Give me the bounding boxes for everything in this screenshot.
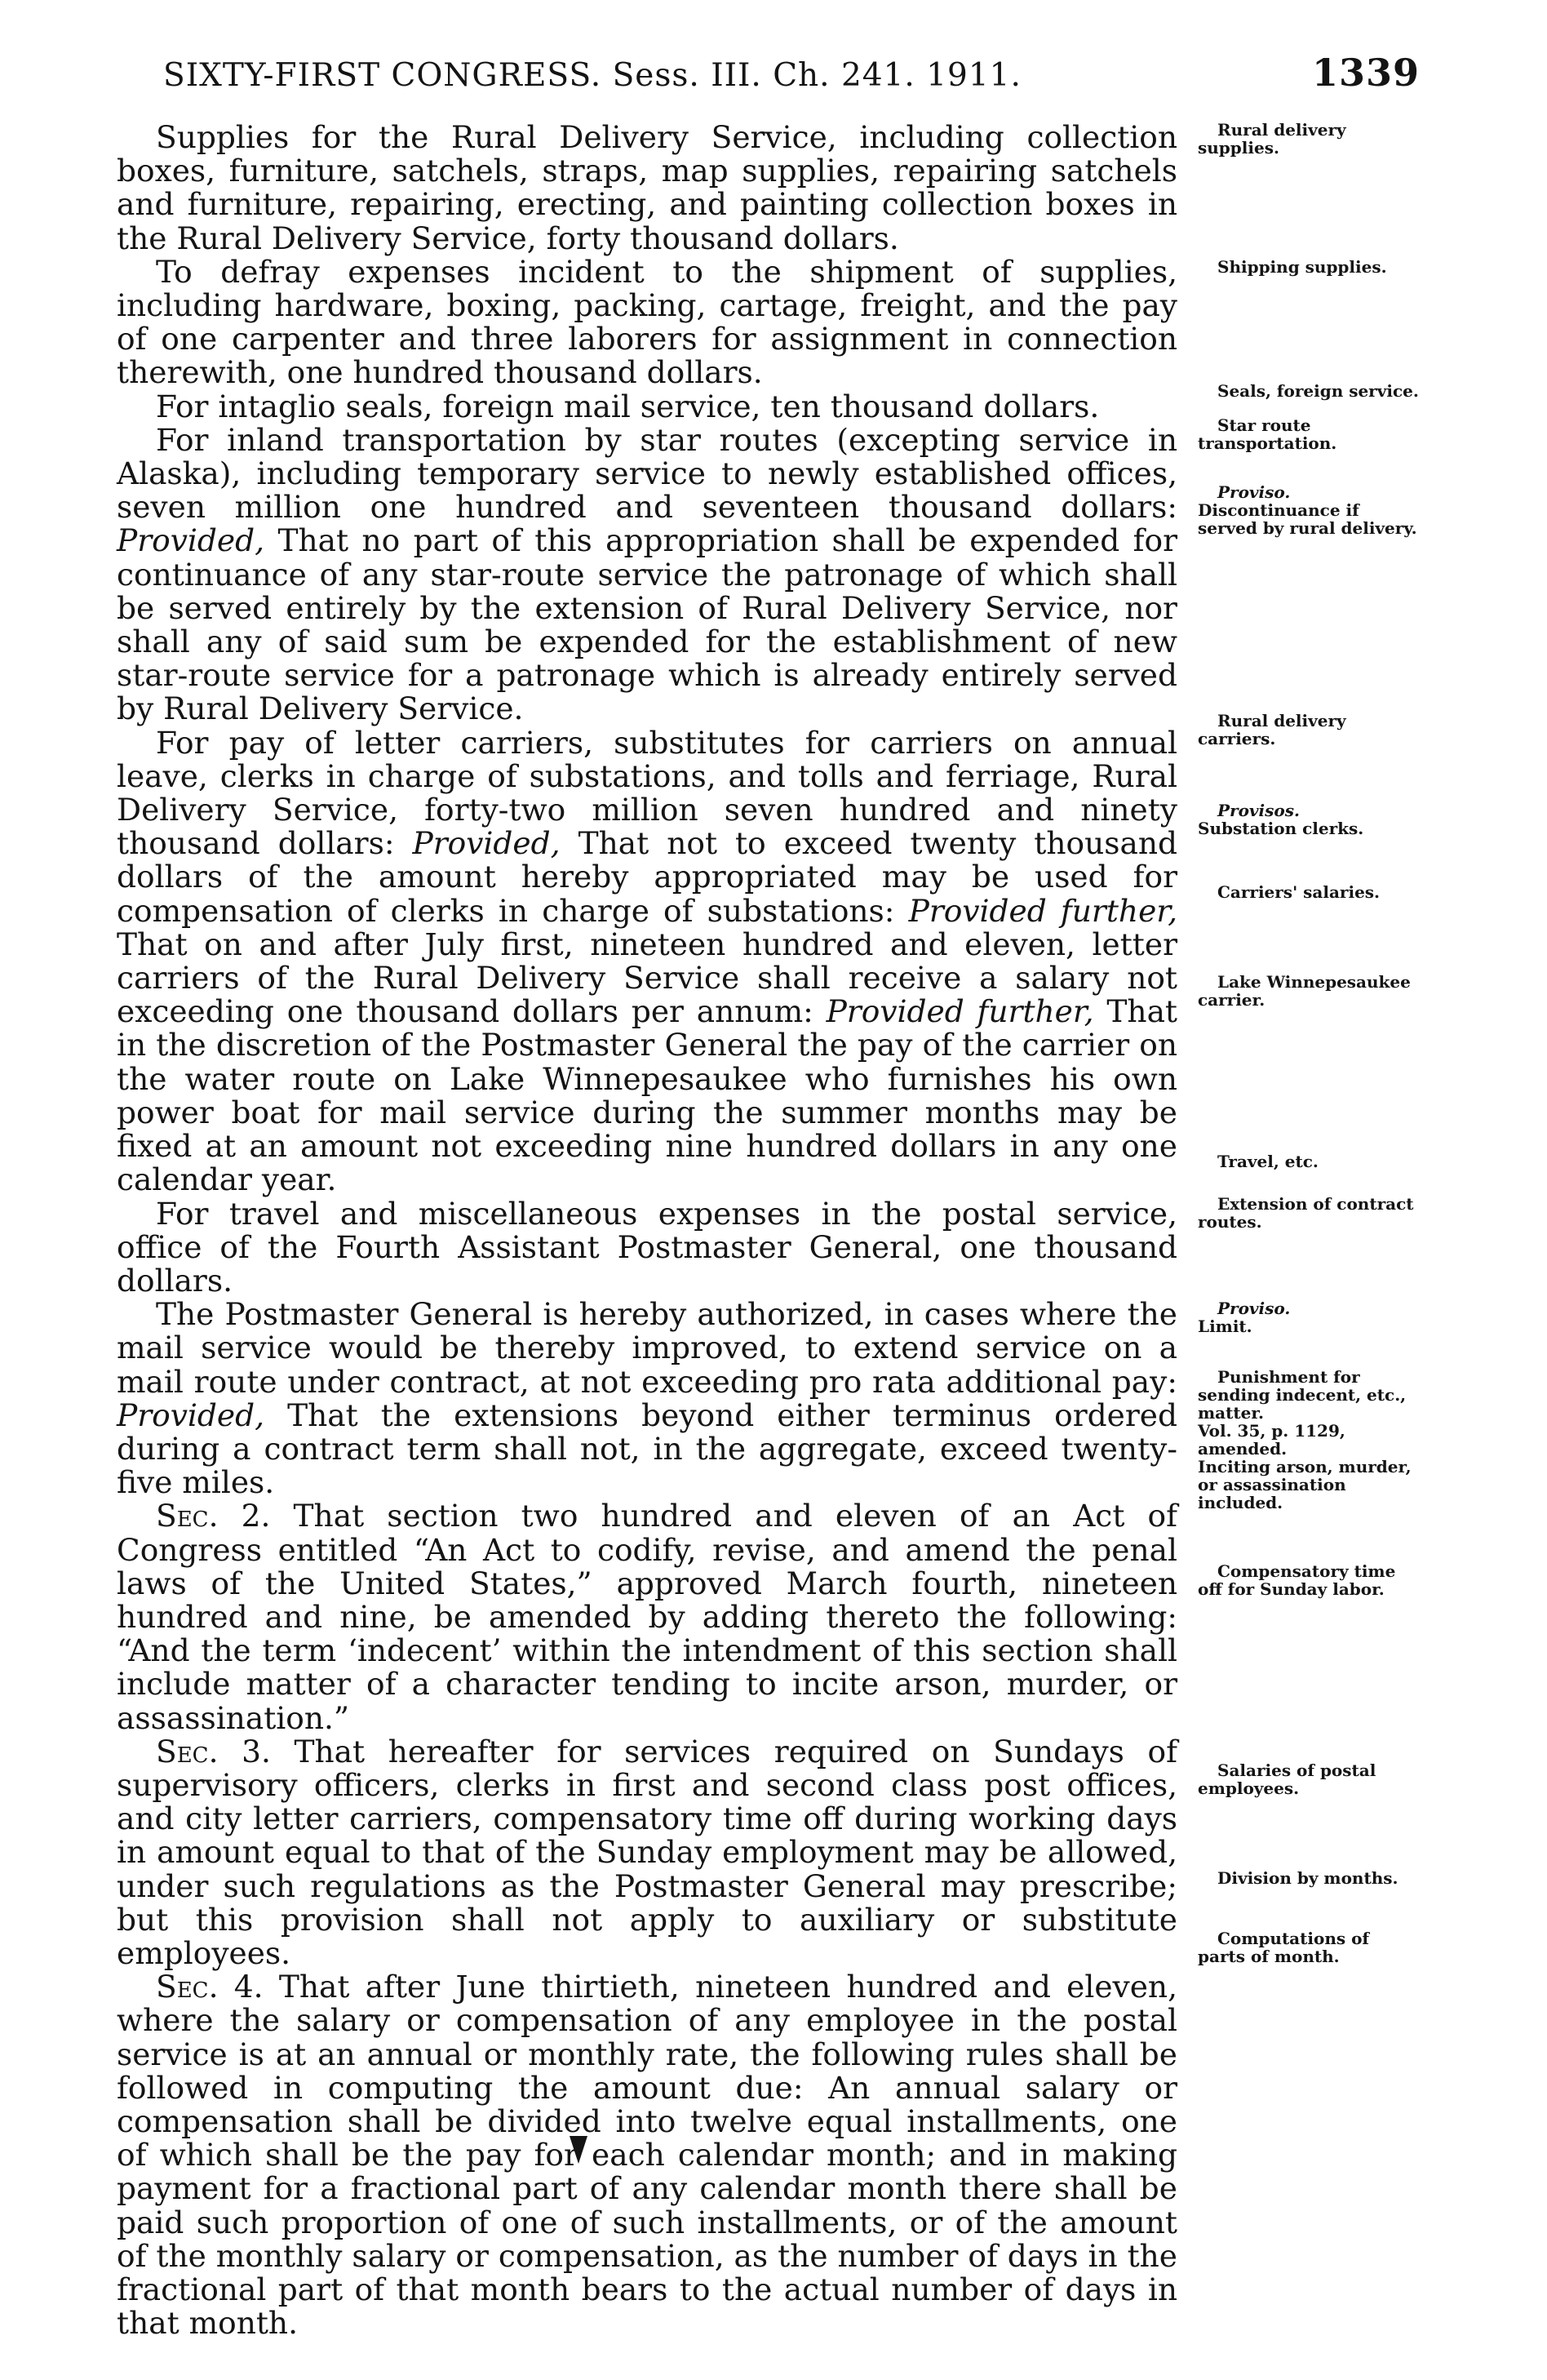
- margin-note: Proviso. Limit.: [1198, 1299, 1291, 1336]
- section-label: Sec. 2.: [156, 1498, 271, 1534]
- proviso-label: Provided,: [117, 1396, 265, 1433]
- section-paragraph: Sec. 2. That section two hundred and eleven of an Act of Congress entitled “An Act to codify, revise, and amend the penal laws of the United States,” approved March fourth, nineteen hundred and nine, be amended by adding thereto the following: “And the term ‘indecent’ within the intendment of this section shall include matter of a character tending to incite arson, murder, or assassination.”: [117, 1498, 1177, 1736]
- margin-note: Travel, etc.: [1217, 1152, 1319, 1171]
- section-label: Sec. 3.: [156, 1733, 271, 1769]
- proviso-label: Provisos.: [1217, 801, 1300, 820]
- running-header: [163, 51, 1420, 100]
- margin-note: Provisos. Substation clerks.: [1198, 801, 1364, 838]
- section-paragraph: Sec. 4. That after June thirtieth, nineteen hundred and eleven, where the salary or compensation of any employee in the postal service is at an annual or monthly rate, the following rules shall be followed in computing the amount due: An annual salary or compensation shall be divided into twelve equal installments, one of which shall be the pay for each calendar month; and in making payment for a fractional part of any calendar month there shall be paid such proportion of one of such installments, or of the amount of the monthly salary or compensation, as the number of days in the fractional part of that month bears to the actual number of days in that month.: [117, 1969, 1177, 2342]
- margin-note: Punishment for sending indecent, etc., matter. Vol. 35, p. 1129, amended. Inciting arson, murder, or assassination included.: [1198, 1367, 1412, 1512]
- margin-note: Compensatory time off for Sunday labor.: [1198, 1561, 1396, 1599]
- paragraph: For inland transportation by star routes (excepting service in Alaska), including temporary service to newly established offices, seven million one hundred and seventeen thousand dollars: Provided, That no part of this appropriation shall be expended for continuance of any star-route service the patronage of which shall be served entirely by the extension of Rural Delivery Service, nor shall any of said sum be expended for the establishment of new star-route service for a patronage which is already entirely served by Rural Delivery Service.: [117, 421, 1177, 727]
- paragraph: Supplies for the Rural Delivery Service, including collection boxes, furniture, satchels, straps, map supplies, repairing satchels and furniture, repairing, erecting, and painting collection boxes in the Rural Delivery Service, forty thousand dollars.: [117, 119, 1177, 256]
- main-text: [117, 121, 1177, 2340]
- margin-note: Salaries of postal employees.: [1198, 1761, 1376, 1798]
- page-number: 1339: [1311, 51, 1420, 95]
- margin-note: Lake Winnepesaukee carrier.: [1198, 972, 1411, 1010]
- margin-note: Extension of contract routes.: [1198, 1194, 1414, 1232]
- paragraph: For intaglio seals, foreign mail service, ten thousand dollars.: [156, 388, 1100, 424]
- margin-note: Rural delivery supplies.: [1198, 120, 1346, 158]
- paragraph: For pay of letter carriers, substitutes for carriers on annual leave, clerks in charge of substations, and tolls and ferriage, Rural Delivery Service, forty-two million seven hundred and ninety thousand dollars: Provided, That not to exceed twenty thousand dollars of the amount hereby appropriated may be used for compensation of clerks in charge of substations: Provided further, That on and after July first, nineteen hundred and eleven, letter carriers of the Rural Delivery Service shall receive a salary not exceeding one thousand dollars per annum: Provided further, That in the discretion of the Postmaster General the pay of the carrier on the water route on Lake Winnepesaukee who furnishes his own power boat for mail service during the summer months may be fixed at an amount not exceeding nine hundred dollars in any one calendar year.: [117, 724, 1178, 1198]
- margin-note: Shipping supplies.: [1217, 257, 1387, 277]
- margin-note: Division by months.: [1217, 1868, 1399, 1888]
- margin-note: Seals, foreign service.: [1217, 381, 1419, 401]
- proviso-label: Proviso.: [1217, 482, 1291, 502]
- proviso-label: Provided further,: [826, 993, 1094, 1030]
- section-label: Sec. 4.: [156, 1969, 264, 2005]
- proviso-label: Provided further,: [908, 892, 1177, 929]
- running-title: SIXTY-FIRST CONGRESS. Sess. III. Ch. 241. 1911.: [163, 57, 1022, 94]
- printer-mark: [570, 2136, 587, 2164]
- proviso-label: Proviso.: [1217, 1299, 1291, 1318]
- proviso-label: Provided,: [117, 522, 265, 559]
- margin-note: Star route transportation.: [1198, 415, 1337, 453]
- margin-note: Computations of parts of month.: [1198, 1929, 1370, 1966]
- margin-note: Proviso. Discontinuance if served by rural delivery.: [1198, 482, 1417, 538]
- margin-note: Rural delivery carriers.: [1198, 711, 1346, 748]
- proviso-label: Provided,: [412, 825, 561, 862]
- paragraph: The Postmaster General is hereby authorized, in cases where the mail service would be thereby improved, to extend service on a mail route under contract, at not exceeding pro rata additional pay: Provided, That the extensions beyond either terminus ordered during a contract term shall not, in the aggregate, exceed twenty-five miles.: [117, 1296, 1177, 1501]
- margin-note: Carriers' salaries.: [1217, 882, 1381, 902]
- section-paragraph: Sec. 3. That hereafter for services required on Sundays of supervisory officers, clerks in first and second class post offices, and city letter carriers, compensatory time off during working days in amount equal to that of the Sunday employment may be allowed, under such regulations as the Postmaster General may prescribe; but this provision shall not apply to auxiliary or substitute employees.: [117, 1733, 1177, 1971]
- paragraph: For travel and miscellaneous expenses in the postal service, office of the Fourth Assistant Postmaster General, one thousand dollars.: [117, 1195, 1177, 1299]
- paragraph: To defray expenses incident to the shipment of supplies, including hardware, boxing, packing, cartage, freight, and the pay of one carpenter and three laborers for assignment in connection therewith, one hundred thousand dollars.: [117, 253, 1177, 391]
